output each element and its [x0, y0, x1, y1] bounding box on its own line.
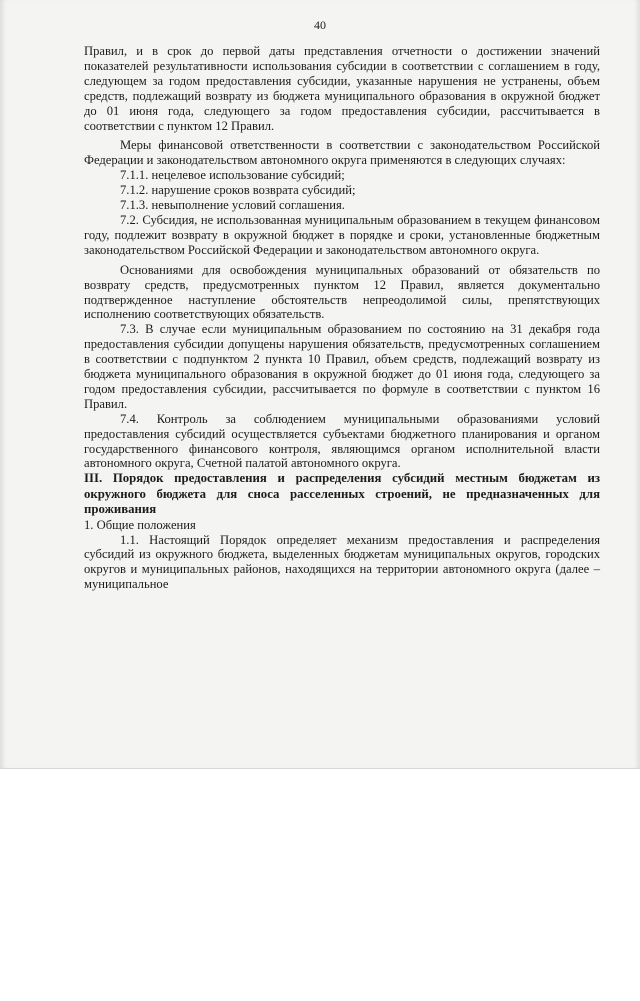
list-item: 7.1.3. невыполнение условий соглашения.: [120, 198, 345, 213]
paragraph: 7.4. Контроль за соблюдением муниципальными образованиями условий предоставления субсидий осуществляется субъектами бюджетного планирования и органом государственного финансового контроля, являющимся органом исполнительной власти автономного округа, Счетной палатой автономного округа.: [84, 411, 600, 471]
page-number: 40: [314, 18, 326, 32]
section-heading: III. Порядок предоставления и распределения субсидий местным бюджетам из окружного бюджета для сноса расселенных строений, не предназначенных для проживания: [84, 471, 600, 517]
page-body: [84, 44, 600, 592]
paragraph: 7.2. Субсидия, не использованная муниципальным образованием в текущем финансовом году, подлежит возврату в окружной бюджет в порядке и сроки, установленные бюджетным законодательством Российской Федерации и законодательством автономного округа.: [84, 212, 600, 257]
paragraph: Меры финансовой ответственности в соответствии с законодательством Российской Федерации и законодательством автономного округа применяются в следующих случаях:: [84, 138, 600, 168]
blank-area: [0, 769, 640, 1001]
paragraph: 7.3. В случае если муниципальным образованием по состоянию на 31 декабря года предоставления субсидии допущены нарушения обязательств, предусмотренных соглашением в соответствии с подпунктом 2 пункта 10 Правил, объем средств, подлежащий возврату из бюджета муниципального образования в окружной бюджет до 01 июня года, следующего за годом предоставления субсидии, рассчитывается по формуле в соответствии с пунктом 16 Правил.: [84, 322, 600, 411]
paragraph: 1.1. Настоящий Порядок определяет механизм предоставления и распределения субсидий из окружного бюджета, выделенных бюджетам муниципальных округов, городских округов и муниципальных районов, находящихся на территории автономного округа (далее – муниципальное: [84, 532, 600, 592]
paragraph: Основаниями для освобождения муниципальных образований от обязательств по возврату средств, предусмотренных пунктом 12 Правил, является документально подтвержденное наступление обстоятельств непреодолимой силы, препятствующих исполнению соответствующих обязательств.: [84, 262, 600, 322]
list-item: 7.1.1. нецелевое использование субсидий;: [120, 168, 345, 183]
paragraph: Правил, и в срок до первой даты представления отчетности о достижении значений показателей результативности использования субсидии в соответствии с соглашением в году, следующем за годом предоставления субсидии, указанные нарушения не устранены, объем средств, подлежащий возврату из бюджета муниципального образования в окружной бюджет до 01 июня года, следующего за годом предоставления субсидии, рассчитывается в соответствии с пунктом 12 Правил.: [84, 44, 600, 133]
subsection-heading: 1. Общие положения: [84, 517, 196, 532]
list-item: 7.1.2. нарушение сроков возврата субсидий;: [120, 183, 356, 198]
